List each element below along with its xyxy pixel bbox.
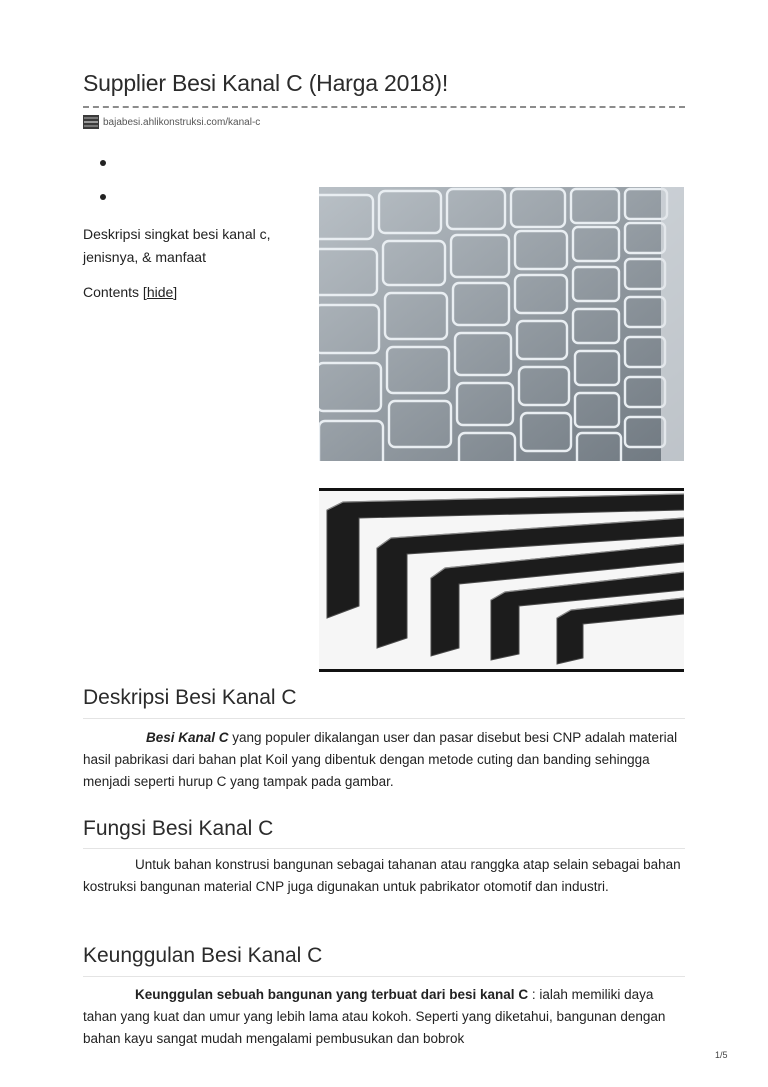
stacked-c-channel-photo xyxy=(319,187,684,461)
source-line xyxy=(83,114,260,130)
section-divider xyxy=(83,718,685,719)
section-divider xyxy=(83,848,685,849)
section-paragraph xyxy=(83,854,685,898)
hide-contents-link[interactable]: hide xyxy=(146,284,174,300)
section-heading: Keunggulan Besi Kanal C xyxy=(83,944,323,967)
paragraph-text: : ialah memiliki daya tahan yang kuat dan umur yang lebih lama atau kokoh. Seperti yang diketahui, bangunan dengan bahan kayu sangat mudah mengalami pembusukan dan bobrok xyxy=(83,987,666,1046)
title-divider xyxy=(83,106,685,108)
paragraph-text: Untuk bahan konstrusi bangunan sebagai tahanan atau ranggka atap selain sebagai bahan kostruksi bangunan material CNP juga digunakan untuk pabrikator otomotif dan industri. xyxy=(83,857,681,894)
bold-lead-text: Keunggulan sebuah bangunan yang terbuat dari besi kanal C xyxy=(135,987,529,1002)
section-paragraph xyxy=(83,727,685,793)
source-url[interactable]: bajabesi.ahlikonstruksi.com/kanal-c xyxy=(103,116,261,128)
paragraph-text: yang populer dikalangan user dan pasar disebut besi CNP adalah material hasil pabrikasi dari bahan plat Koil yang dibentuk dengan metode cuting dan banding sehingga menjadi seperti hurup C yang tampak pada gambar. xyxy=(83,730,678,789)
intro-text: Deskripsi singkat besi kanal c, jenisnya, & manfaat xyxy=(83,226,271,265)
contents-label: Contents [ xyxy=(83,284,147,300)
section-divider xyxy=(83,976,685,977)
section-heading: Fungsi Besi Kanal C xyxy=(83,817,274,840)
page-number: 1/5 xyxy=(715,1050,728,1060)
bold-lead-text: Besi Kanal C xyxy=(146,730,229,745)
section-heading: Deskripsi Besi Kanal C xyxy=(83,686,297,709)
document-title: Supplier Besi Kanal C (Harga 2018)! xyxy=(83,70,449,96)
contents-bracket: ] xyxy=(173,284,178,300)
section-paragraph xyxy=(83,984,685,1050)
black-c-channel-photo xyxy=(319,488,684,672)
table-of-contents xyxy=(83,281,177,304)
site-logo-icon xyxy=(83,115,99,129)
